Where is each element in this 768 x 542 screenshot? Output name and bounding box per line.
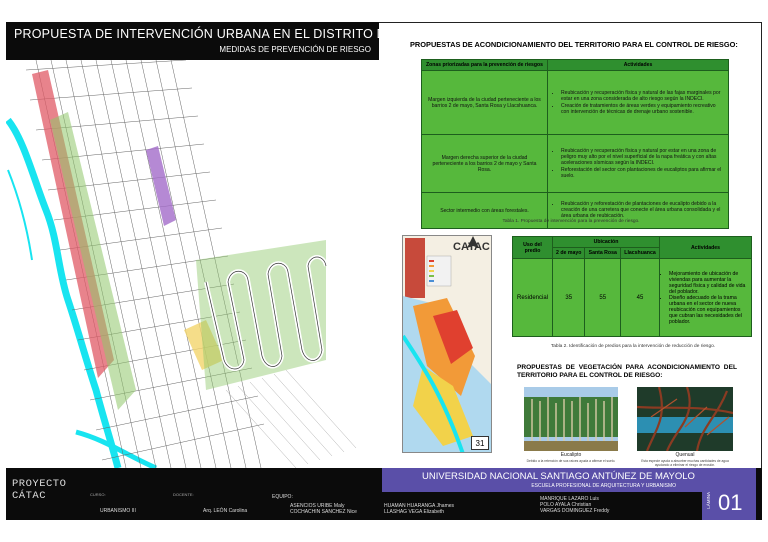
catac-map-title: CATAC	[453, 241, 490, 253]
university-banner	[382, 468, 756, 492]
sheet-number: 01	[718, 490, 743, 515]
river-branch	[8, 170, 32, 260]
table2-header-location: Ubicación	[553, 237, 660, 248]
team-member: POLO AYALA Christian	[540, 502, 592, 508]
vegetation-heading: PROPUESTAS DE VEGETACIÓN PARA ACONDICIONAMIENTO DEL TERRITORIO PARA EL CONTROL DE RIESGO:	[517, 364, 737, 379]
course-label: CURSO:	[90, 492, 106, 497]
team-col-2	[384, 503, 454, 515]
catac-map-page: 31	[471, 436, 489, 450]
table1-activity: • Reubicación y recuperación física y natural por estar en una zona de peligro muy alto por el nivel superficial de la napa freática y con altas aceleraciones sísmicas según la INDECI.	[561, 148, 724, 166]
table2-location-3: Llacshuanca	[621, 248, 660, 259]
table2-header-activities: Actividades	[660, 237, 752, 259]
table1-activity: • Reubicación y recuperación física y natural de las fajas marginales por estar en una zona considerada de alto riesgo según la INDECI.	[561, 90, 724, 102]
page-title: PROPUESTA DE INTERVENCIÓN URBANA EN EL DISTRITO DE CÁTAC	[14, 27, 441, 41]
team-col-3	[540, 496, 609, 514]
team-member: VARGAS DOMINGUEZ Freddy	[540, 508, 610, 514]
table1-caption: Tabla 1. Propuesta de intervención para la prevención de riesgo.	[502, 219, 640, 224]
prevention-table	[421, 59, 729, 229]
sheet-label: LÁMINA	[706, 492, 711, 509]
table1-header-activities: Actividades	[548, 60, 729, 71]
table2-location-1: 2 de mayo	[553, 248, 585, 259]
table1-activity: • Reubicación y reforestación de plantaciones de eucalipto debido a la creación de una carretera que conecte el área urbana consolidada y el área urbana de reubicación.	[561, 201, 724, 219]
table2-activity: • Mejoramiento de ubicación de viviendas para aumentar la seguridad física y calidad de vida del poblador.	[669, 271, 748, 295]
school-name: ESCUELA PROFESIONAL DE ARQUITECTURA Y URBANISMO	[531, 483, 676, 489]
table2-caption: Tabla 2. Identificación de predios para la intervención de reducción de riesgo.	[550, 344, 716, 349]
predios-table	[512, 236, 752, 337]
course-name: URBANISMO III	[100, 508, 136, 514]
urban-map-drawing	[6, 60, 379, 468]
team-member: COCHACHIN SANCHEZ Nice	[290, 509, 357, 515]
quenual-image	[637, 387, 733, 451]
left-green-zone	[50, 112, 136, 410]
table2-activity: • Diseño adecuado de la trama urbana en el sector de nueva reubicación con equipamientos que cubran las necesidades del poblador.	[669, 295, 748, 325]
legend-red	[405, 238, 425, 298]
urban-map	[6, 60, 379, 468]
eucalipto-image	[524, 387, 618, 451]
eucalipto-photo	[524, 387, 618, 451]
team-member: LLASHAG VEGA Elizabeth	[384, 509, 445, 515]
eucalipto-label: Eucalipto	[560, 452, 582, 458]
table1-activity-cell	[548, 71, 729, 135]
table2-location-2: Santa Rosa	[585, 248, 621, 259]
teacher-name: Arq. LEÓN Carolina	[203, 508, 248, 514]
lower-lots	[226, 370, 356, 468]
project-name: PROYECTO CÁTAC	[12, 478, 67, 502]
team-col-1	[290, 503, 357, 515]
table1-zone-cell: Margen izquierda de la ciudad perteneciente a los barrios 2 de mayo, Santa Rosa y Llacshuanca.	[422, 71, 548, 135]
table1-zone-cell: Margen derecha superior de la ciudad perteneciente a los barrios 2 de mayo y Santa Rosa.	[422, 135, 548, 193]
sheet-number-box	[702, 486, 756, 520]
table1-header-zone: Zonas priorizadas para la prevención de riesgos	[422, 60, 548, 71]
table2-value-1: 35	[553, 259, 585, 337]
catac-map-drawing	[403, 236, 492, 453]
team-label: EQUIPO:	[272, 494, 293, 500]
quenual-photo	[637, 387, 733, 451]
page-subtitle: MEDIDAS DE PREVENCIÓN DE RIESGO	[219, 45, 371, 54]
main-heading: PROPUESTAS DE ACONDICIONAMIENTO DEL TERRITORIO PARA EL CONTROL DE RIESGO:	[410, 40, 738, 49]
course-block	[90, 492, 136, 514]
purple-zone	[146, 146, 176, 226]
table2-header-use: Uso del predio	[513, 237, 553, 259]
teacher-block	[173, 492, 247, 514]
table2-value-2: 55	[585, 259, 621, 337]
table1-activity: • Reforestación del sector con plantaciones de eucaliptos para afirmar el suelo.	[561, 167, 724, 179]
team-member: MANRIQUE LAZARO Luis	[540, 496, 599, 502]
quenual-label: Quenual	[675, 452, 695, 458]
eucalipto-note: Debido a la retención de sus raíces ayuda a afirmar el suelo.	[526, 459, 616, 463]
table1-activity: • Creación de tratamientos de áreas verdes y equipamiento recreativo con intervención de técnicas de drenaje urbano sostenible.	[561, 103, 724, 115]
team-member: ASENCIOS URIBE Maly	[290, 503, 345, 509]
table2-value-3: 45	[621, 259, 660, 337]
right-panel	[384, 30, 758, 466]
quenual-note: Esta especie ayuda a absorber muchas cantidades de agua ayudando a eliminar el riesgo de erosión.	[641, 459, 729, 467]
table2-use-cell: Residencial	[513, 259, 553, 337]
title-bar	[6, 22, 441, 60]
table1-zone-cell: Sector intermedio con áreas forestales.	[422, 193, 548, 229]
team-member: HUAMAN HUARANGA Jhames	[384, 503, 455, 509]
catac-zoning-map	[402, 235, 492, 453]
teacher-label: DOCENTE:	[173, 492, 194, 497]
table2-activity-cell	[660, 259, 752, 337]
table1-activity-cell	[548, 135, 729, 193]
university-name: UNIVERSIDAD NACIONAL SANTIAGO ANTÚNEZ DE MAYOLO	[422, 471, 695, 482]
